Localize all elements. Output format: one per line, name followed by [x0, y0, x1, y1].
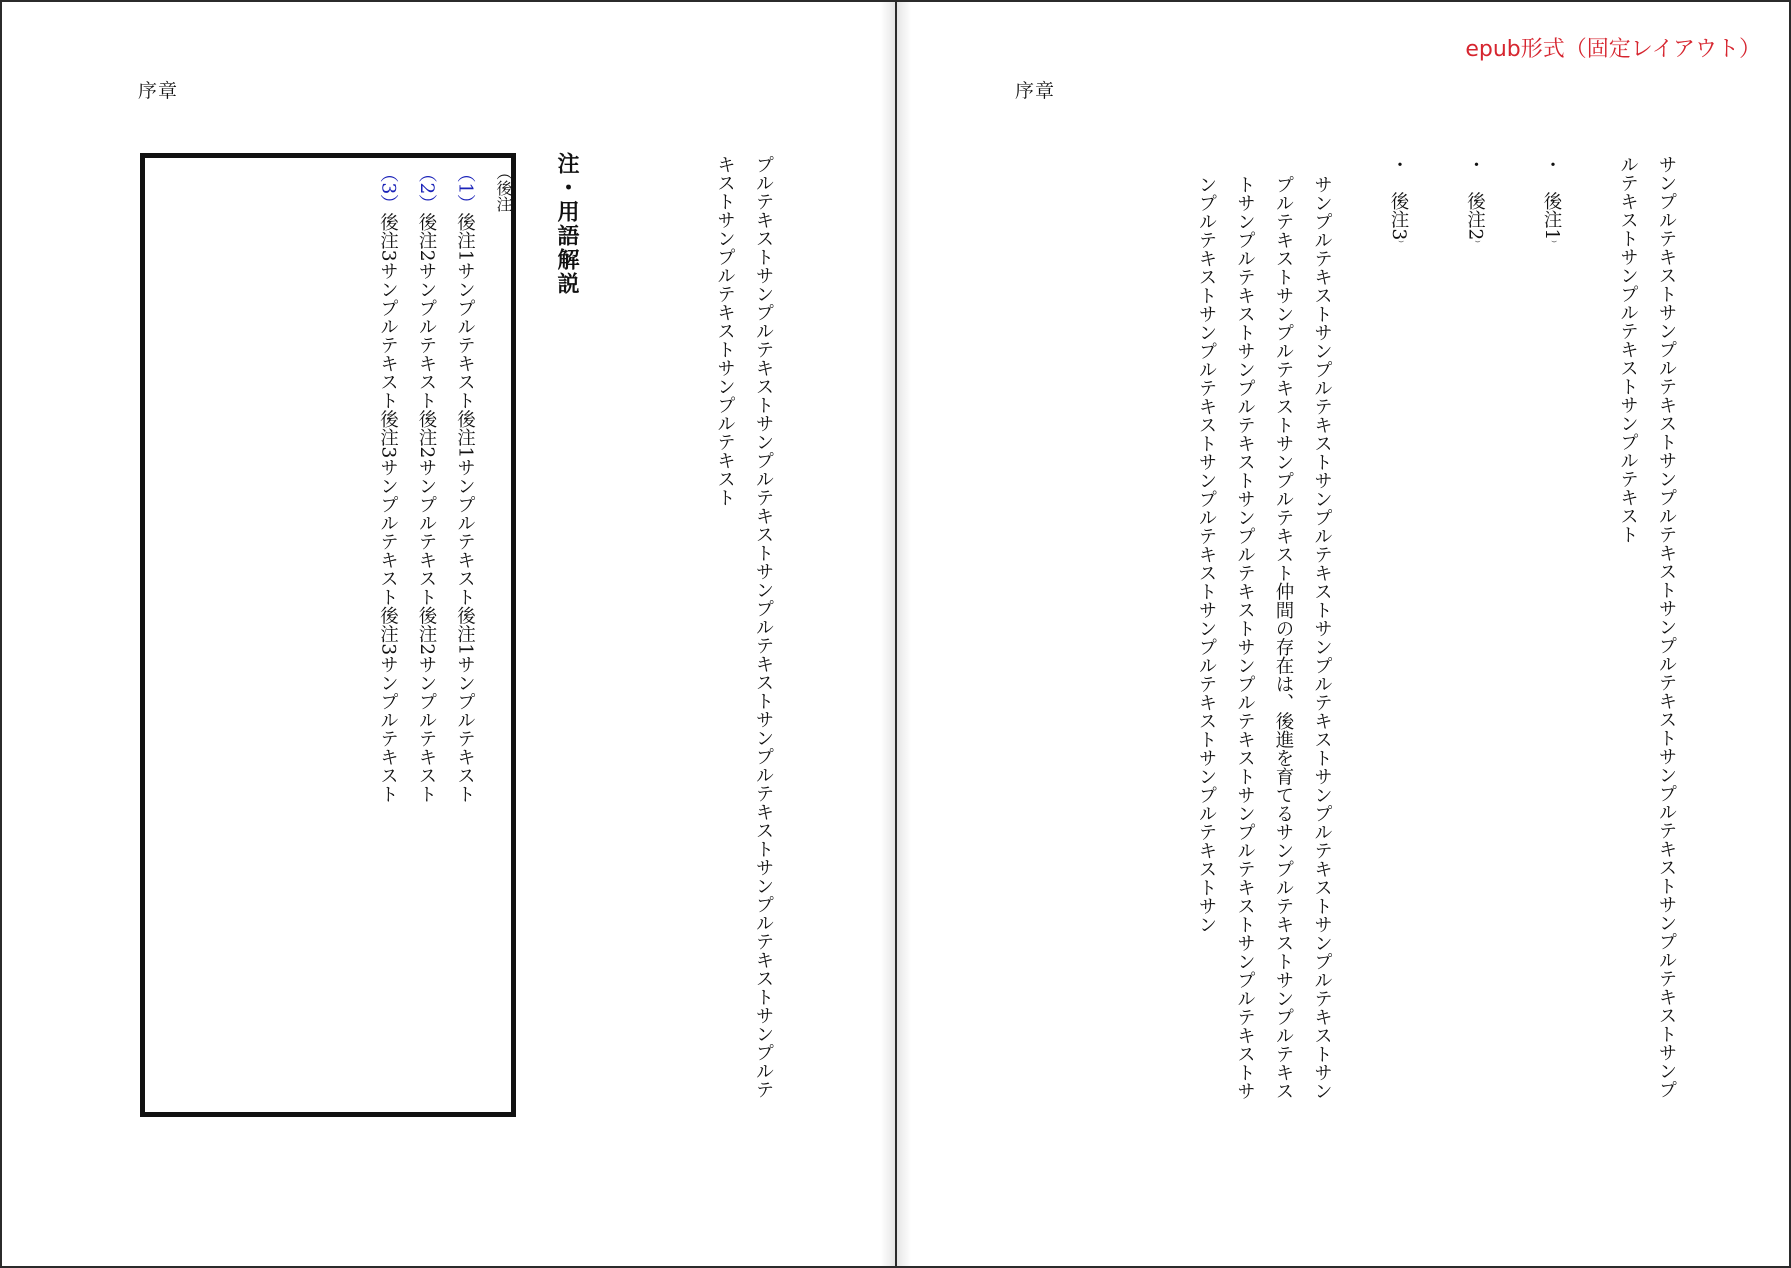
- note-link-3[interactable]: （3）: [377, 164, 399, 213]
- format-label: epub形式（固定レイアウト）: [1465, 37, 1761, 62]
- note-item-3: [368, 164, 407, 1064]
- bullet-icon: ・: [1541, 155, 1562, 174]
- gutter-shadow: [881, 2, 895, 1266]
- bullet-icon: ・: [1388, 155, 1409, 174]
- note-text-1: 後注1サンプルテキスト後注1サンプルテキスト後注1サンプルテキスト: [454, 212, 476, 804]
- endnote-ref-item[interactable]: [1532, 155, 1571, 1110]
- endnote-ref-mark: ⁾: [1546, 240, 1557, 243]
- left-page[interactable]: [2, 2, 895, 1266]
- notes-body: [372, 164, 522, 1064]
- left-paragraph: プルテキストサンプルテキストサンプルテキストサンプルテキストサンプルテキストサンプルテキストサンプルテキストサンプルテキストサンプルテキスト: [714, 155, 774, 1099]
- running-head-left: 序章: [138, 80, 179, 102]
- right-paragraph-1: サンプルテキストサンプルテキストサンプルテキストサンプルテキストサンプルテキストサンプルテキストサンプルテキストサンプルテキストサンプルテキスト: [1617, 155, 1677, 1099]
- notes-label: （後注: [494, 164, 513, 212]
- endnote-ref-mark: ⁾: [1393, 240, 1404, 243]
- left-body-text: [702, 155, 782, 1110]
- note-item-1: [445, 164, 484, 1064]
- endnote-ref-item[interactable]: [1455, 155, 1494, 1110]
- endnote-ref-label: 後注3: [1388, 191, 1409, 241]
- notes-heading: 注・用語解説: [554, 152, 580, 296]
- endnote-ref-label: 後注2: [1464, 191, 1486, 241]
- endnote-ref-list: [1379, 155, 1571, 1110]
- note-item-2: [407, 164, 446, 1064]
- note-link-1[interactable]: （1）: [454, 164, 476, 213]
- bullet-icon: ・: [1464, 155, 1486, 174]
- note-text-2: 後注2サンプルテキスト後注2サンプルテキスト後注2サンプルテキスト: [416, 212, 437, 804]
- endnote-ref-item[interactable]: [1379, 155, 1418, 1110]
- right-page[interactable]: [897, 2, 1789, 1266]
- right-paragraph-2: サンプルテキストサンプルテキストサンプルテキストサンプルテキストサンプルテキストサンプルテキストサンプルテキストサンプルテキストサンプルテキスト仲間の存在は、後進を育てるサンプルテキストサンプルテキストサンプルテキストサンプルテキストサンプルテキストサンプルテキストサンプルテキストサンプルテキストサンプルテキストサンプルテキストサンプルテキストサンプルテキストサンプルテキストサン: [1196, 175, 1333, 1100]
- note-text-3: 後注3サンプルテキスト後注3サンプルテキスト後注3サンプルテキスト: [377, 212, 399, 804]
- gutter-shadow: [897, 2, 911, 1266]
- endnote-ref-mark: ⁾: [1469, 240, 1481, 243]
- endnote-ref-label: 後注1: [1541, 191, 1562, 241]
- running-head-right: 序章: [1015, 80, 1056, 102]
- note-link-2[interactable]: （2）: [416, 164, 437, 213]
- right-body-text: [1065, 155, 1685, 1110]
